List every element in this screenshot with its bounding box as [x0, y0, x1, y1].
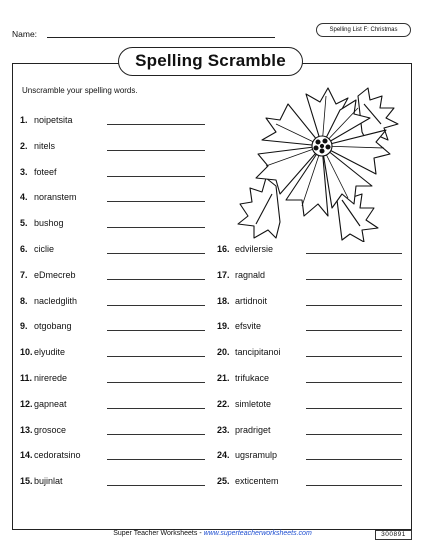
- item-number: 5.: [20, 218, 28, 229]
- list-item: [217, 269, 266, 281]
- item-number: 19.: [217, 321, 230, 332]
- item-number: 1.: [20, 115, 28, 125]
- scrambled-word: nitels: [34, 140, 56, 151]
- item-number: 24.: [217, 450, 230, 461]
- answer-line[interactable]: [107, 382, 205, 383]
- item-number: 3.: [20, 166, 28, 177]
- poinsettia-icon: [236, 74, 408, 242]
- answer-line[interactable]: [107, 434, 205, 435]
- list-item: [217, 449, 278, 461]
- answer-line[interactable]: [107, 485, 205, 486]
- answer-line[interactable]: [306, 382, 402, 383]
- answer-line[interactable]: [306, 279, 402, 280]
- scrambled-word: pradriget: [235, 424, 271, 435]
- list-item: [217, 320, 262, 332]
- answer-line[interactable]: [306, 485, 402, 486]
- list-item: [20, 114, 73, 126]
- answer-line[interactable]: [107, 279, 205, 280]
- list-item: [217, 346, 281, 358]
- item-number: 2.: [20, 140, 28, 151]
- scrambled-word: ciclie: [34, 244, 55, 254]
- item-number: 25.: [217, 476, 230, 487]
- footer-url[interactable]: www.superteacherworksheets.com: [203, 530, 312, 537]
- list-item: [20, 372, 68, 384]
- scrambled-word: gapneat: [34, 398, 67, 409]
- scrambled-word: ragnald: [235, 269, 266, 280]
- scrambled-word: bujinlat: [34, 476, 63, 487]
- answer-line[interactable]: [107, 459, 205, 460]
- answer-line[interactable]: [107, 330, 205, 331]
- list-item: [20, 424, 67, 436]
- scrambled-word: tancipitanoi: [235, 347, 281, 358]
- list-item: [217, 398, 272, 410]
- list-item: [217, 475, 279, 487]
- scrambled-word: edvilersie: [235, 244, 274, 254]
- answer-line[interactable]: [107, 356, 205, 357]
- item-number: 22.: [217, 398, 230, 409]
- answer-line[interactable]: [107, 124, 205, 125]
- instructions: Unscramble your spelling words.: [22, 86, 138, 95]
- scrambled-word: noipetsita: [34, 115, 73, 125]
- footer-separator: -: [197, 530, 204, 537]
- name-row: [12, 29, 37, 39]
- list-item: [20, 475, 63, 487]
- answer-line[interactable]: [107, 227, 205, 228]
- name-label: Name:: [12, 29, 38, 39]
- scrambled-word: nacledglith: [34, 295, 78, 306]
- list-item: [20, 243, 55, 255]
- list-item: [217, 243, 274, 255]
- answer-line[interactable]: [306, 408, 402, 409]
- item-number: 7.: [20, 269, 28, 280]
- list-item: [20, 398, 67, 410]
- scrambled-word: cedoratsino: [34, 450, 81, 461]
- answer-line[interactable]: [107, 253, 205, 254]
- scrambled-word: grosoce: [34, 424, 67, 435]
- answer-line[interactable]: [107, 408, 205, 409]
- scrambled-word: elyudite: [34, 347, 66, 358]
- list-item: [20, 191, 77, 203]
- item-number: 16.: [217, 244, 230, 254]
- scrambled-word: exticentem: [235, 476, 279, 487]
- list-item: [20, 217, 64, 229]
- list-item: [20, 295, 78, 307]
- answer-line[interactable]: [306, 434, 402, 435]
- scrambled-word: foteef: [34, 166, 57, 177]
- page-title: Spelling Scramble: [118, 47, 303, 76]
- list-item: [20, 166, 57, 178]
- answer-line[interactable]: [107, 176, 205, 177]
- answer-line[interactable]: [306, 253, 402, 254]
- scrambled-word: otgobang: [34, 321, 72, 332]
- scrambled-word: trifukace: [235, 373, 270, 383]
- item-number: 6.: [20, 244, 28, 254]
- footer: [0, 530, 425, 537]
- list-item: [20, 346, 66, 358]
- item-number: 9.: [20, 321, 28, 332]
- answer-line[interactable]: [107, 305, 205, 306]
- list-item: [20, 140, 56, 152]
- item-number: 14.: [20, 450, 33, 461]
- list-item: [20, 449, 81, 461]
- item-number: 11.: [20, 373, 33, 383]
- answer-line[interactable]: [306, 305, 402, 306]
- scrambled-word: eDmecreb: [34, 269, 76, 280]
- list-item: [20, 320, 72, 332]
- scrambled-word: simletote: [235, 398, 272, 409]
- answer-line[interactable]: [107, 201, 205, 202]
- item-number: 18.: [217, 295, 230, 306]
- answer-line[interactable]: [306, 459, 402, 460]
- list-item: [20, 269, 76, 281]
- scrambled-word: nirerede: [34, 373, 68, 383]
- item-number: 12.: [20, 398, 33, 409]
- item-number: 10.: [20, 347, 33, 358]
- item-number: 15.: [20, 476, 33, 487]
- worksheet-code: 300891: [375, 530, 412, 540]
- item-number: 8.: [20, 295, 28, 306]
- scrambled-word: efsvite: [235, 321, 262, 332]
- list-item: [217, 424, 271, 436]
- item-number: 21.: [217, 373, 230, 383]
- answer-line[interactable]: [306, 356, 402, 357]
- item-number: 17.: [217, 269, 230, 280]
- scrambled-word: artidnoit: [235, 295, 268, 306]
- scrambled-word: bushog: [34, 218, 64, 229]
- scrambled-word: noranstem: [34, 192, 77, 203]
- item-number: 20.: [217, 347, 230, 358]
- answer-line[interactable]: [306, 330, 402, 331]
- item-number: 13.: [20, 424, 33, 435]
- item-number: 4.: [20, 192, 28, 203]
- name-input-line[interactable]: [47, 37, 275, 38]
- scrambled-word: ugsramulp: [235, 450, 278, 461]
- list-item: [217, 295, 268, 307]
- list-badge: Spelling List F: Christmas: [316, 23, 411, 37]
- answer-line[interactable]: [107, 150, 205, 151]
- footer-brand: Super Teacher Worksheets: [113, 530, 198, 537]
- item-number: 23.: [217, 424, 230, 435]
- list-item: [217, 372, 270, 384]
